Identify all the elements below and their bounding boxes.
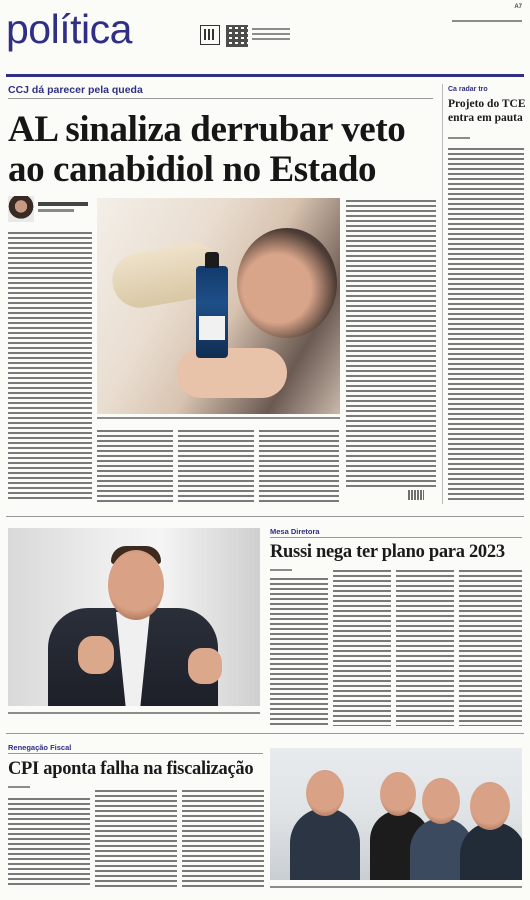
author-name	[38, 202, 88, 206]
man-3-head	[422, 778, 460, 824]
side-story-text	[448, 148, 524, 500]
photo-cpi-caption	[270, 886, 522, 890]
main-headline-line1: AL sinaliza derrubar veto	[8, 109, 406, 150]
second-kicker-rule	[270, 537, 522, 538]
hand-right-shape	[188, 648, 222, 684]
side-title-line1: Projeto do TCE	[448, 98, 526, 110]
man-4-head	[470, 782, 510, 830]
man-1-suit	[290, 808, 360, 880]
qr-caption	[252, 28, 290, 42]
man-head-shape	[108, 550, 164, 620]
section-divider-1	[6, 516, 524, 517]
second-byline	[270, 569, 292, 572]
side-column-rule	[442, 84, 443, 504]
second-story-col-1	[270, 578, 328, 726]
man-4-suit	[460, 822, 522, 880]
third-story-col-1	[8, 798, 90, 888]
third-headline: CPI aponta falha na fiscalização	[8, 759, 254, 779]
main-kicker: CCJ dá parecer pela queda	[8, 84, 143, 96]
third-story-col-3	[182, 790, 264, 888]
main-photo-caption	[97, 417, 340, 422]
side-title-line2: entra em pauta	[448, 112, 523, 124]
main-headline-line2: ao canabidiol no Estado	[8, 149, 377, 190]
second-story-col-3	[396, 570, 454, 726]
third-kicker-rule	[8, 753, 263, 754]
main-story-col-2a	[97, 430, 173, 502]
side-kicker: Ca radar tro	[448, 86, 488, 93]
main-story-col-2b	[178, 430, 254, 502]
section-divider-2	[6, 733, 524, 734]
third-story-col-2	[95, 790, 177, 888]
author-photo	[8, 196, 34, 222]
small-qr-icon	[408, 490, 424, 500]
masthead-rule	[6, 74, 524, 77]
main-headline	[8, 110, 438, 190]
section-title: política	[6, 6, 132, 52]
page-number: A7	[514, 4, 522, 10]
hand-shape	[177, 348, 287, 398]
man-1-head	[306, 770, 344, 816]
author-block	[8, 196, 96, 222]
main-story-col-3	[346, 200, 436, 490]
masthead	[0, 0, 530, 72]
hand-left-shape	[78, 636, 114, 674]
main-kicker-rule	[8, 98, 433, 99]
main-story-col-2c	[259, 430, 339, 502]
photo-russi	[8, 528, 260, 706]
child-head-shape	[237, 228, 337, 338]
date-line	[452, 20, 522, 24]
bottle-label	[199, 316, 225, 340]
side-title	[448, 97, 526, 125]
side-byline	[448, 137, 470, 140]
author-role	[38, 209, 74, 212]
main-photo-canabidiol	[97, 198, 340, 414]
newspaper-logo-icon	[200, 25, 220, 45]
second-headline: Russi nega ter plano para 2023	[270, 542, 505, 562]
third-kicker: Renegação Fiscal	[8, 743, 72, 752]
man-2-head	[380, 772, 416, 816]
second-story-col-2	[333, 570, 391, 726]
main-story-col-1	[8, 232, 92, 500]
page-info	[510, 4, 522, 10]
second-kicker: Mesa Diretora	[270, 527, 320, 536]
photo-russi-caption	[8, 712, 260, 717]
photo-cpi-session	[270, 748, 522, 880]
cbd-dropper-bottle-icon	[196, 266, 228, 358]
qr-code-icon	[226, 25, 248, 47]
second-story-col-4	[459, 570, 522, 726]
third-byline	[8, 786, 30, 789]
